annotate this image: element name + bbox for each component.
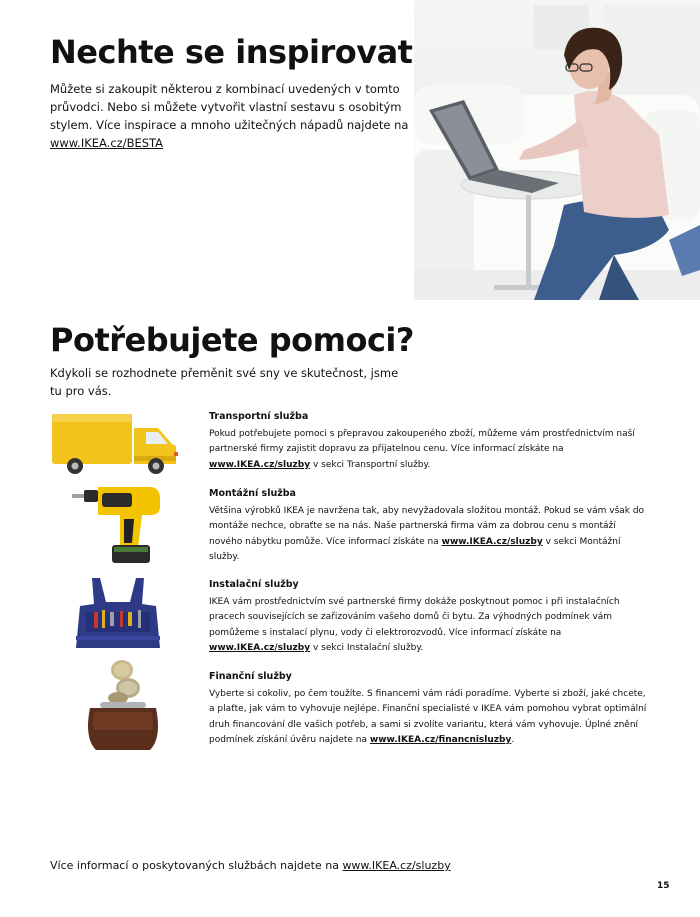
page-number: 15	[657, 881, 670, 891]
service-title: Finanční služby	[209, 671, 292, 682]
finance-service	[209, 669, 649, 749]
footer-note	[50, 858, 451, 874]
services-link[interactable]: www.IKEA.cz/sluzby	[441, 536, 543, 547]
installation-service	[209, 577, 649, 657]
intro-paragraph	[50, 80, 410, 152]
service-text: IKEA vám prostřednictvím své partnerské firmy dokáže poskytnout pomoc i při instalačních pracech souvisejících se zařizováním vašeho domů či bytu. Za výhodných podmínek vám pomůžeme s instalací plynu, vody či elektrorozvodů. Více informací získáte na	[209, 596, 620, 638]
service-text: Pokud potřebujete pomoci s přepravou zakoupeného zboží, můžeme vám prostřednictvím naší partnerské firmy zajistit dopravu za přijatelnou cenu. Více informací získáte na	[209, 428, 635, 454]
coin-purse-icon	[50, 658, 180, 753]
service-title: Instalační služby	[209, 579, 299, 590]
help-heading: Potřebujete pomoci?	[50, 321, 414, 359]
service-text-end: v sekci Montážní služby.	[209, 536, 621, 562]
tool-overalls-icon	[50, 576, 180, 651]
power-drill-icon	[50, 485, 180, 570]
footer-text: Více informací o poskytovaných službách najdete na	[50, 859, 343, 872]
services-link[interactable]: www.IKEA.cz/sluzby	[209, 459, 311, 470]
service-text-end: v sekci Instalační služby.	[310, 643, 424, 653]
delivery-truck-icon	[50, 408, 180, 480]
besta-link[interactable]: www.IKEA.cz/BESTA	[50, 136, 164, 150]
service-text: Vyberte si cokoliv, po čem toužíte. S financemi vám rádi poradíme. Vyberte si zboží, jaké chcete, a plaťte, jak vám to vyhovuje nejlépe. Finanční specialisté v IKEA vám pomohou vybrat optimální druh financování dle vašich potřeb, a sami si zvolíte variantu, která vám vyhovuje. Úplné znění podmínek získání úvěru najdete na	[209, 688, 647, 745]
financnisluzby-link[interactable]: www.IKEA.cz/financnisluzby	[369, 735, 512, 745]
service-text-end: v sekci Transportní služby.	[310, 459, 431, 470]
footer-services-link[interactable]: www.IKEA.cz/sluzby	[342, 859, 451, 872]
service-text: Většina výrobků IKEA je navržena tak, aby nevyžadovala složitou montáž. Pokud se vám však do montáže nechce, obraťte se na nás. Naše partnerská firma vám za dobrou cenu s montáží nového nábytku pomůže. Více informací získáte na	[209, 505, 645, 547]
intro-text: Můžete si zakoupit některou z kombinací uvedených v tomto průvodci. Nebo si můžete vytvořit vlastní sestavu s osobitým stylem. Více inspirace a mnoho užitečných nápadů najdete na	[50, 82, 409, 132]
help-intro: Kdykoli se rozhodnete přeměnit své sny ve skutečnost, jsme tu pro vás.	[50, 366, 399, 398]
page-title: Nechte se inspirovat	[50, 33, 413, 71]
inspiration-photo	[414, 0, 700, 300]
service-title: Montážní služba	[209, 488, 296, 499]
services-link[interactable]: www.IKEA.cz/sluzby	[209, 643, 311, 653]
service-title: Transportní služba	[209, 411, 309, 422]
transport-service	[209, 409, 649, 473]
service-text-end: .	[511, 735, 515, 745]
assembly-service	[209, 486, 649, 566]
